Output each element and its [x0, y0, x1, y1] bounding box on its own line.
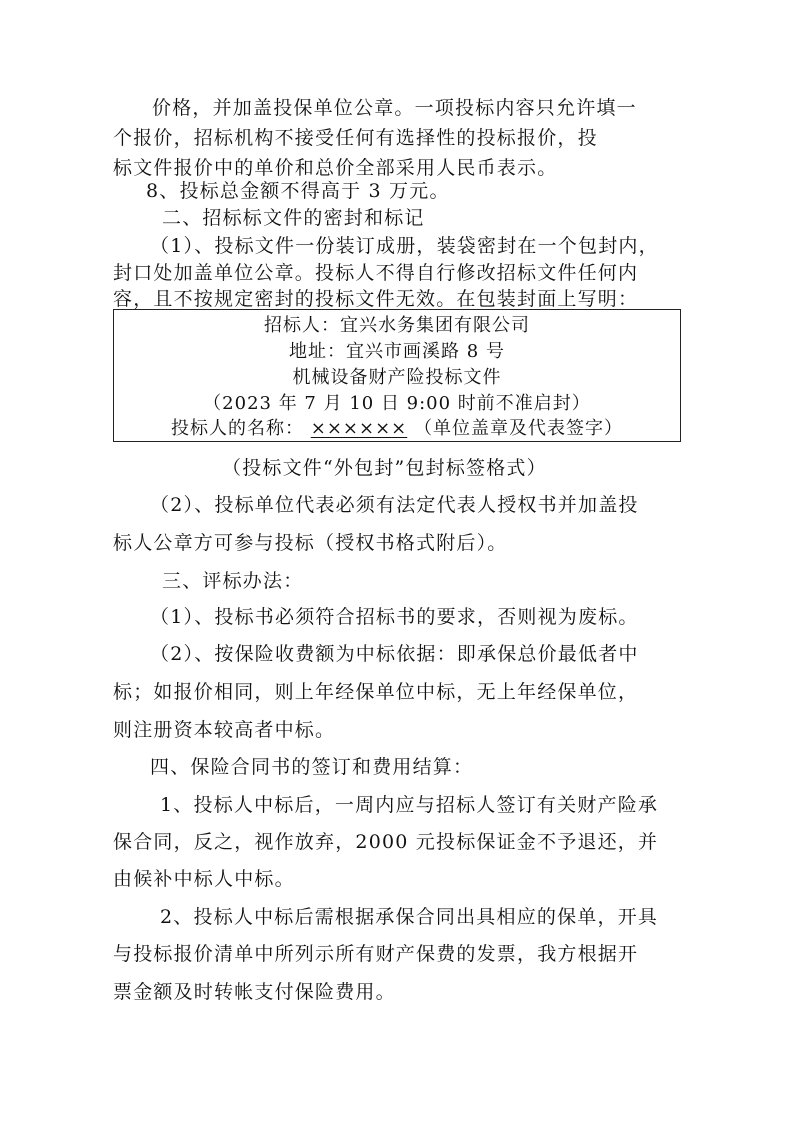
section-heading-2: 二、招标标文件的密封和标记: [162, 207, 425, 229]
paragraph-line: 票金额及时转帐支付保险费用。: [113, 981, 396, 1003]
paragraph-line: 容，且不按规定密封的投标文件无效。在包装封面上写明：: [113, 288, 639, 310]
box-opening-time-line: （2023 年 7 月 10 日 9:00 时前不准启封）: [203, 393, 591, 414]
paragraph-line: （2）、按保险收费额为中标依据：即承保总价最低者中: [150, 643, 639, 665]
paragraph-line: 个报价，招标机构不接受任何有选择性的投标报价，投: [113, 127, 598, 149]
box-bidder-name-line: [114, 417, 680, 441]
paragraph-line: 价格，并加盖投保单位公章。一项投标内容只允许填一: [152, 97, 637, 119]
paragraph-line: 封口处加盖单位公章。投标人不得自行修改招标文件任何内: [113, 262, 639, 284]
box-address-line: 地址：宜兴市画溪路 8 号: [289, 341, 505, 362]
paragraph-line: 保合同，反之，视作放弃，2000 元投标保证金不予退还，并: [113, 831, 659, 853]
paragraph-line: 由候补中标人中标。: [113, 868, 295, 890]
bidder-name-suffix: （单位盖章及代表签字）: [413, 418, 623, 439]
paragraph-line: 则注册资本较高者中标。: [113, 719, 336, 741]
list-item-8: 8、投标总金额不得高于 3 万元。: [146, 180, 450, 202]
paragraph-line: 标；如报价相同，则上年经保单位中标，无上年经保单位，: [113, 681, 639, 703]
bidder-name-label: 投标人的名称：: [171, 418, 305, 439]
paragraph-line: （1）、投标书必须符合招标书的要求，否则视为废标。: [150, 606, 639, 628]
paragraph-line: 2、投标人中标后需根据承保合同出具相应的保单，开具: [160, 906, 659, 928]
paragraph-line: （2）、投标单位代表必须有法定代表人授权书并加盖投: [150, 494, 639, 516]
envelope-label-box: [113, 309, 681, 442]
paragraph-line: （1）、投标文件一份装订成册，装袋密封在一个包封内，: [150, 235, 659, 257]
bidder-name-placeholder: ××××××: [310, 418, 408, 439]
section-heading-3: 三、评标办法：: [162, 570, 304, 592]
box-tenderer-line: 招标人：宜兴水务集团有限公司: [264, 315, 530, 336]
section-heading-4: 四、保险合同书的签订和费用结算：: [150, 756, 474, 778]
paragraph-line: 与投标报价清单中所列示所有财产保费的发票，我方根据开: [113, 943, 639, 965]
box-document-title-line: 机械设备财产险投标文件: [292, 367, 502, 388]
box-caption: （投标文件“外包封”包封标签格式）: [222, 457, 547, 479]
paragraph-line: 标文件报价中的单价和总价全部采用人民币表示。: [113, 157, 558, 179]
paragraph-line: 标人公章方可参与投标（授权书格式附后）。: [113, 532, 508, 554]
paragraph-line: 1、投标人中标后，一周内应与招标人签订有关财产险承: [160, 794, 659, 816]
